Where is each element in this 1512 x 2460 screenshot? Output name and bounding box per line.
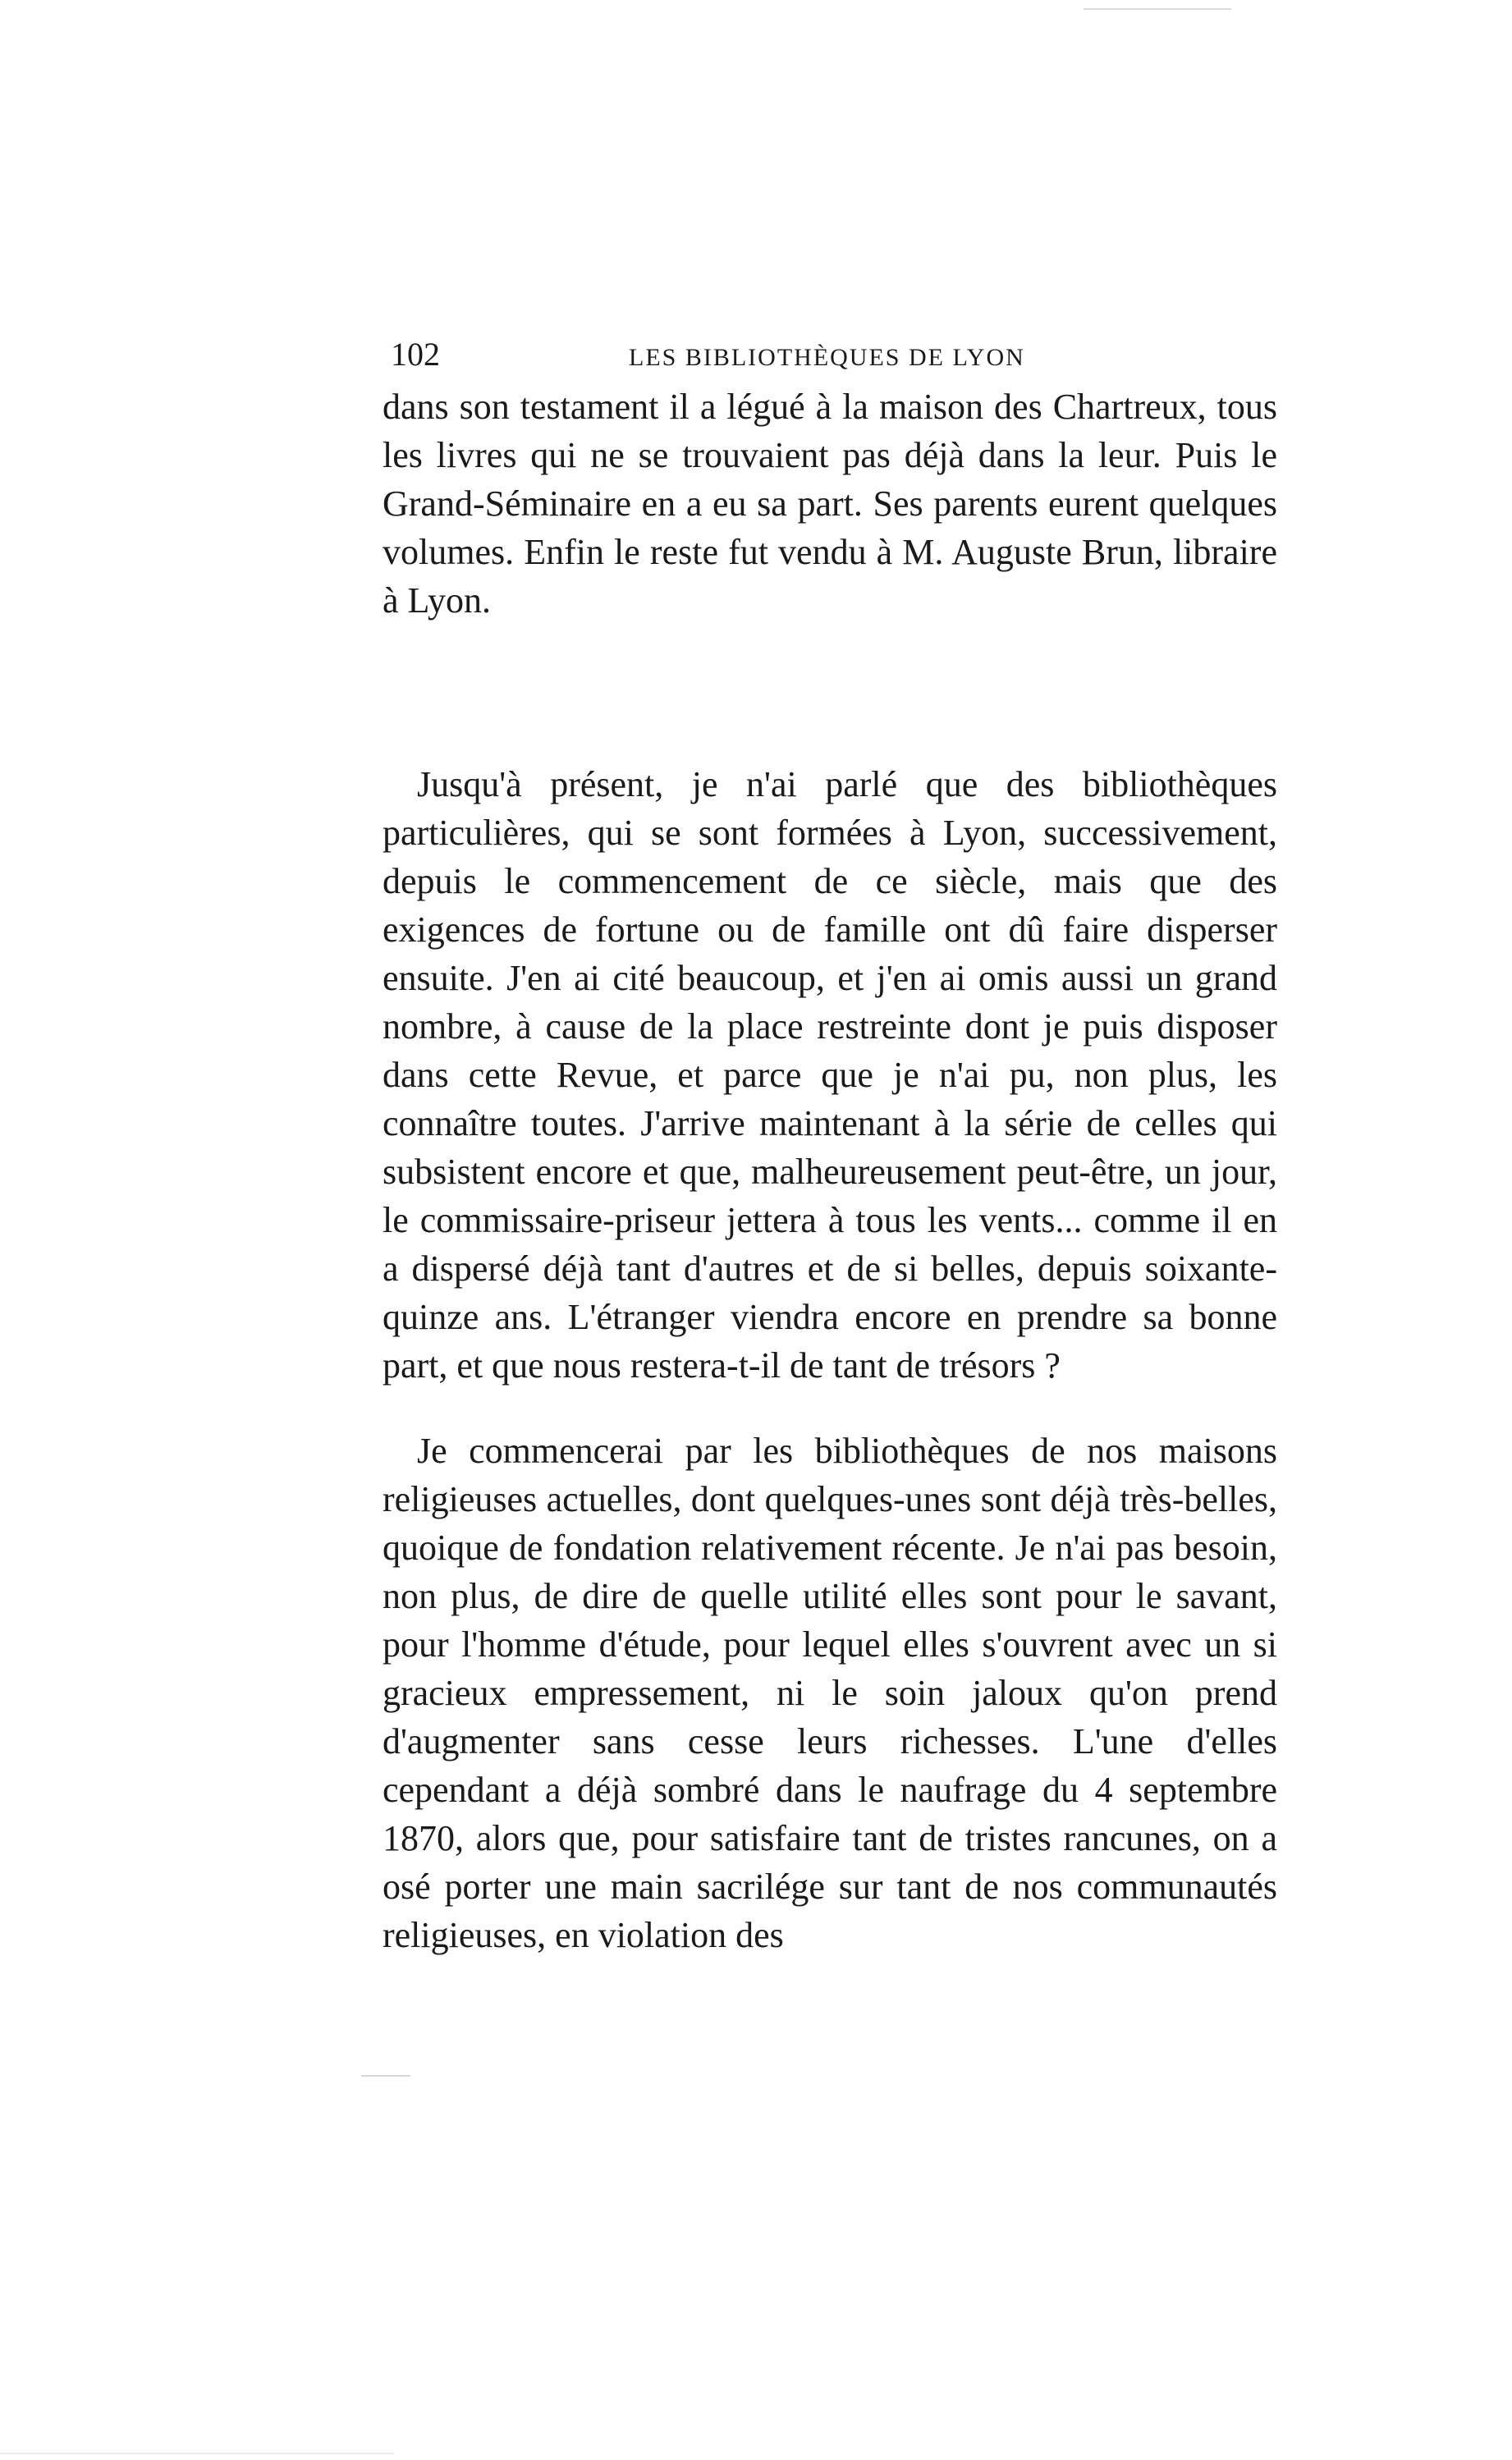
paragraph-continuation — [383, 383, 1277, 625]
page-number: 102 — [391, 336, 440, 373]
running-head: LES BIBLIOTHÈQUES DE LYON — [629, 344, 1025, 371]
paragraph-3-text: Je commencerai par les bibliothèques de nos maisons religieuses actuelles, dont quelques-unes sont déjà très-belles, quoique de fondation relativement récente. Je n'ai pas besoin, non plus, de dire de quelle utilité elles sont pour le savant, pour l'homme d'étude, pour lequel elles s'ouvrent avec un si gracieux empressement, ni le soin jaloux qu'on prend d'augmenter sans cesse leurs richesses. L'une d'elles cependant a déjà sombré dans le naufrage du 4 septembre 1870, alors que, pour satisfaire tant de tristes rancunes, on a osé porter une main sacrilége sur tant de nos communautés religieuses, en violation des — [383, 1431, 1277, 1955]
scan-speck-footer — [0, 2453, 394, 2454]
scan-speck-bottom — [361, 2075, 410, 2077]
paragraph-1-text: dans son testament il a légué à la maison des Chartreux, tous les livres qui ne se trouvaient pas déjà dans la leur. Puis le Grand-Séminaire en a eu sa part. Ses parents eurent quelques volumes. Enfin le reste fut vendu à M. Auguste Brun, libraire à Lyon. — [383, 387, 1277, 621]
page-header — [391, 330, 1285, 379]
paragraph-religious-libraries — [383, 1427, 1277, 1959]
paragraph-private-libraries — [383, 760, 1277, 1390]
paragraph-2-text: Jusqu'à présent, je n'ai parlé que des bibliothèques particulières, qui se sont formées à Lyon, successivement, depuis le commencement de ce siècle, mais que des exigences de fortune ou de famille ont dû faire disperser ensuite. J'en ai cité beaucoup, et j'en ai omis aussi un grand nombre, à cause de la place restreinte dont je puis disposer dans cette Revue, et parce que je n'ai pu, non plus, les connaître toutes. J'arrive maintenant à la série de celles qui subsistent encore et que, malheureusement peut-être, un jour, le commissaire-priseur jettera à tous les vents... comme il en a dispersé déjà tant d'autres et de si belles, depuis soixante-quinze ans. L'étranger viendra encore en prendre sa bonne part, et que nous restera-t-il de tant de trésors ? — [383, 764, 1277, 1386]
scan-speck-top — [1084, 8, 1231, 10]
